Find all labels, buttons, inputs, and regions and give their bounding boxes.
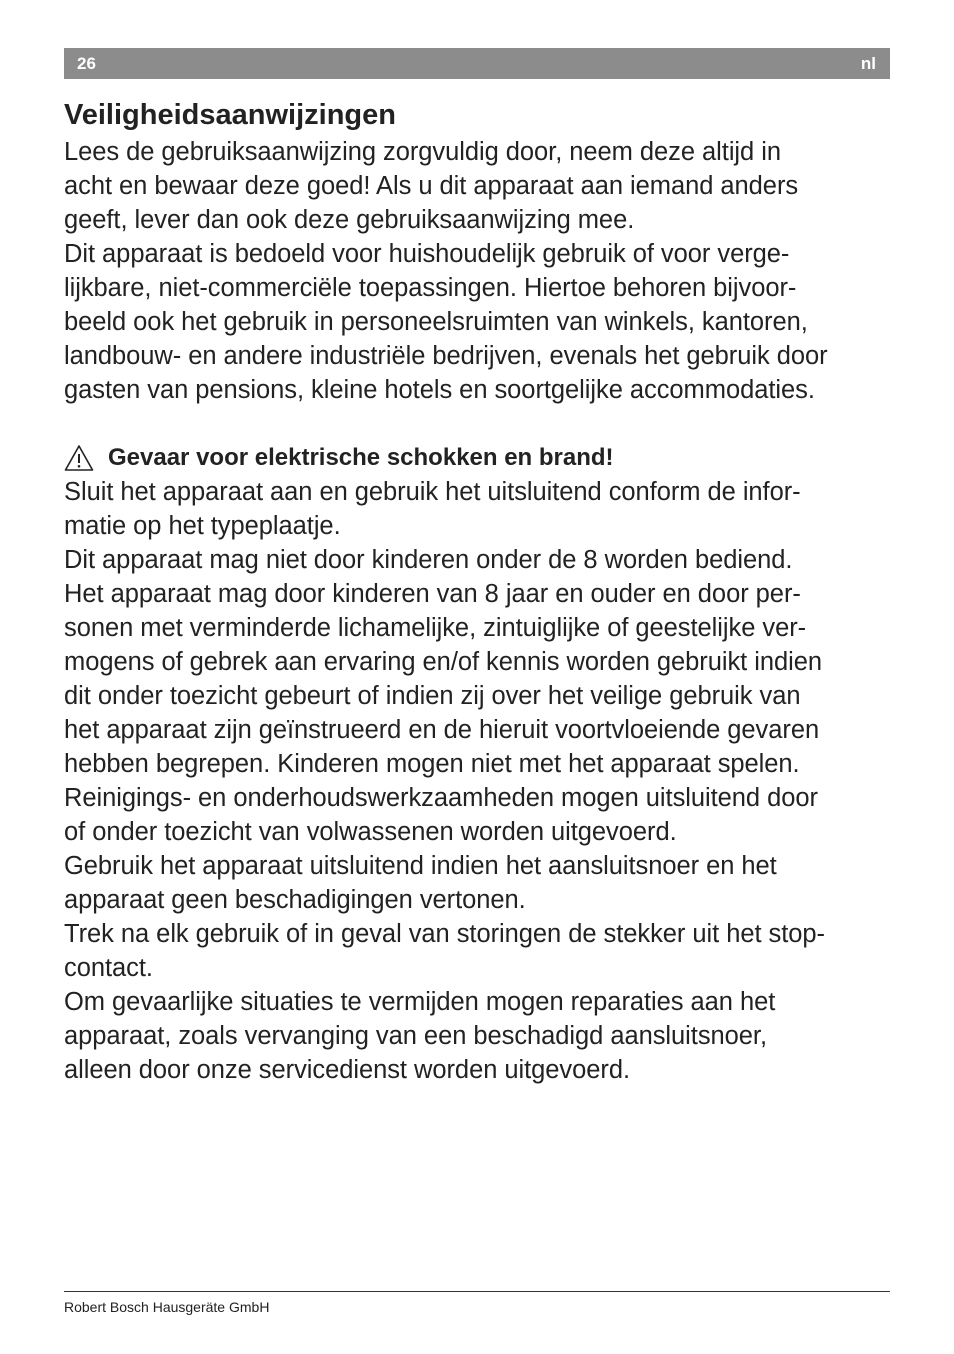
text-line: hebben begrepen. Kinderen mogen niet met het apparaat spelen. [64,750,800,778]
warning-triangle-icon [64,444,94,472]
text-line: alleen door onze servicedienst worden uitgevoerd. [64,1056,630,1084]
text-line: Om gevaarlijke situaties te vermijden mogen reparaties aan het [64,988,776,1016]
safety-paragraph [64,475,894,1087]
text-line: beeld ook het gebruik in personeelsruimten van winkels, kantoren, [64,308,808,336]
text-line: gasten van pensions, kleine hotels en soortgelijke accommodaties. [64,376,815,404]
text-line: het apparaat zijn geïnstrueerd en de hieruit voortvloeiende gevaren [64,716,820,744]
text-line: Reinigings- en onderhoudswerkzaamheden mogen uitsluitend door [64,784,818,812]
text-line: Trek na elk gebruik of in geval van storingen de stekker uit het stop- [64,920,825,948]
text-line: Gebruik het apparaat uitsluitend indien het aansluitsnoer en het [64,852,777,880]
page-number: 26 [77,54,96,73]
footer-company: Robert Bosch Hausgeräte GmbH [64,1299,270,1315]
text-line: Dit apparaat is bedoeld voor huishoudelijk gebruik of voor verge- [64,240,790,268]
text-line: landbouw- en andere industriële bedrijven, evenals het gebruik door [64,342,828,370]
text-line: matie op het typeplaatje. [64,512,341,540]
section-title: Veiligheidsaanwijzingen [64,99,396,131]
text-line: dit onder toezicht gebeurt of indien zij over het veilige gebruik van [64,682,801,710]
warning-heading-text: Gevaar voor elektrische schokken en brand! [108,444,614,471]
text-line: lijkbare, niet-commerciële toepassingen. Hiertoe behoren bijvoor- [64,274,797,302]
text-line: sonen met verminderde lichamelijke, zintuiglijke of geestelijke ver- [64,614,807,642]
text-line: contact. [64,954,153,982]
language-code: nl [860,54,876,73]
text-line: apparaat, zoals vervanging van een beschadigd aansluitsnoer, [64,1022,767,1050]
page-header-bar [64,48,890,79]
text-line: Het apparaat mag door kinderen van 8 jaar en ouder en door per- [64,580,801,608]
text-line: Lees de gebruiksaanwijzing zorgvuldig door, neem deze altijd in [64,138,781,166]
page-content [64,97,894,1087]
text-line: geeft, lever dan ook deze gebruiksaanwijzing mee. [64,206,635,234]
text-line: acht en bewaar deze goed! Als u dit apparaat aan iemand anders [64,172,799,200]
footer-divider [64,1291,890,1292]
text-line: Sluit het apparaat aan en gebruik het uitsluitend conform de infor- [64,478,801,506]
text-line: mogens of gebrek aan ervaring en/of kennis worden gebruikt indien [64,648,822,676]
intro-paragraph [64,135,894,407]
text-line: apparaat geen beschadigingen vertonen. [64,886,526,914]
warning-heading [64,441,894,475]
text-line: of onder toezicht van volwassenen worden uitgevoerd. [64,818,677,846]
text-line: Dit apparaat mag niet door kinderen onder de 8 worden bediend. [64,546,793,574]
